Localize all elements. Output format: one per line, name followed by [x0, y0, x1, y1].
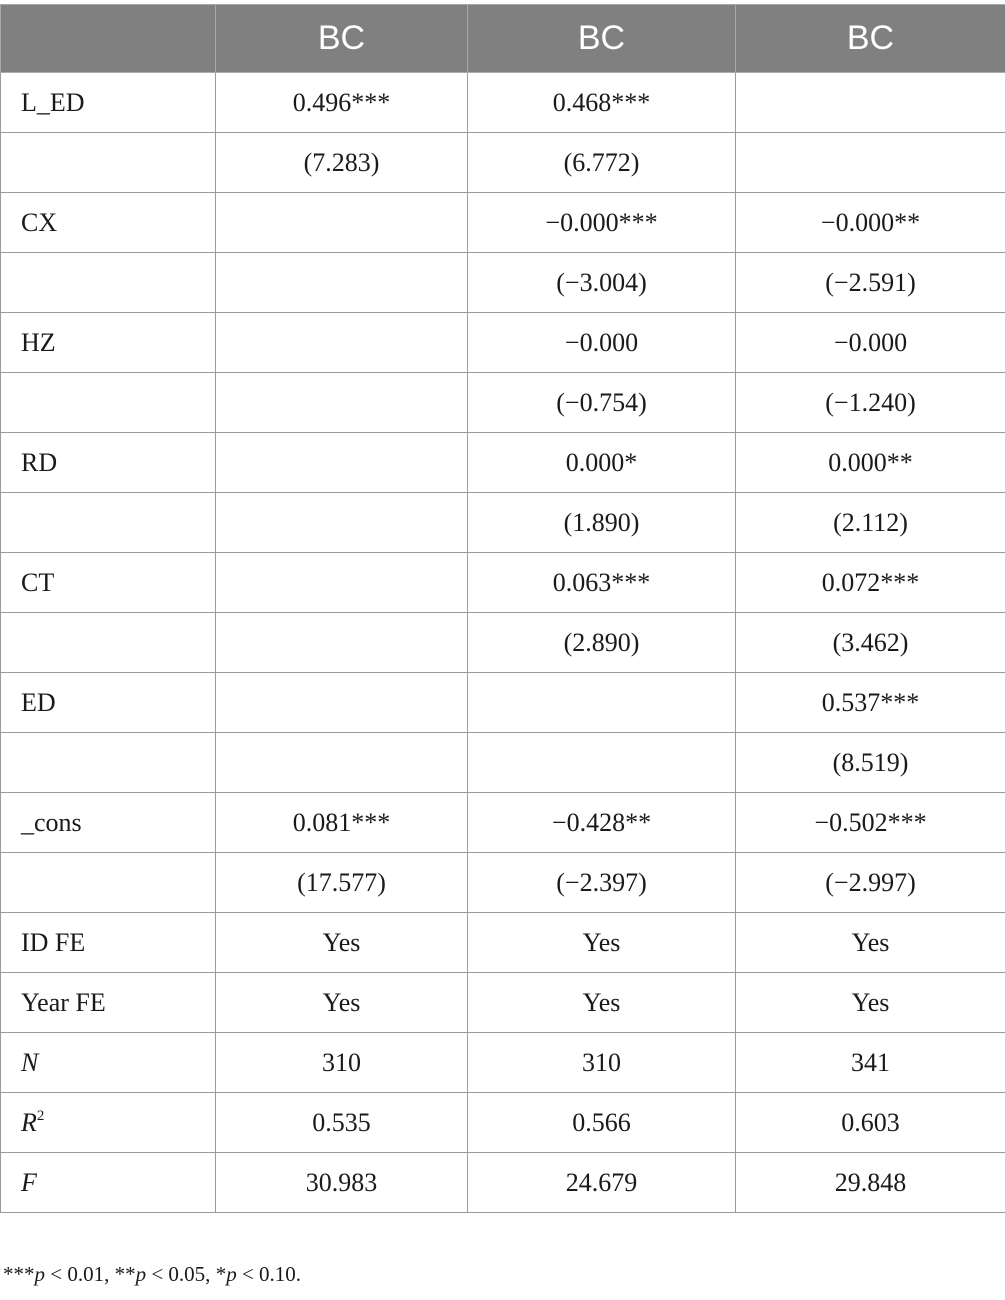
header-cell-model-2: BC	[468, 5, 736, 73]
row-label	[1, 853, 216, 913]
cell-value: Yes	[468, 913, 736, 973]
cell-tstat: (17.577)	[216, 853, 468, 913]
row-label	[1, 733, 216, 793]
cell-coef: −0.000	[468, 313, 736, 373]
cell-coef	[468, 673, 736, 733]
cell-tstat: (6.772)	[468, 133, 736, 193]
footnote-p: p	[34, 1262, 45, 1286]
cell-coef: 0.063***	[468, 553, 736, 613]
cell-value: 310	[216, 1033, 468, 1093]
cell-tstat: (2.890)	[468, 613, 736, 673]
cell-tstat: (−3.004)	[468, 253, 736, 313]
cell-tstat	[736, 133, 1005, 193]
row-label	[1, 1093, 216, 1153]
cell-tstat: (8.519)	[736, 733, 1005, 793]
cell-tstat: (−1.240)	[736, 373, 1005, 433]
footnote-p: p	[226, 1262, 237, 1286]
cell-coef	[216, 553, 468, 613]
cell-coef: −0.502***	[736, 793, 1005, 853]
cell-tstat: (1.890)	[468, 493, 736, 553]
cell-value: 0.566	[468, 1093, 736, 1153]
cell-tstat: (−2.997)	[736, 853, 1005, 913]
header-cell-model-3: BC	[736, 5, 1005, 73]
cell-tstat: (−2.591)	[736, 253, 1005, 313]
cell-tstat: (−0.754)	[468, 373, 736, 433]
cell-coef: 0.081***	[216, 793, 468, 853]
row-label: RD	[1, 433, 216, 493]
table-row-hz	[1, 313, 1005, 373]
cell-coef	[216, 193, 468, 253]
cell-coef	[736, 73, 1005, 133]
table-row-cx	[1, 193, 1005, 253]
table-row-f	[1, 1153, 1005, 1213]
cell-coef: −0.000***	[468, 193, 736, 253]
cell-coef: −0.000	[736, 313, 1005, 373]
footnote-text: < 0.01,	[45, 1262, 115, 1286]
cell-tstat	[216, 373, 468, 433]
table-row-tstat	[1, 373, 1005, 433]
cell-value: 29.848	[736, 1153, 1005, 1213]
cell-tstat	[468, 733, 736, 793]
row-label	[1, 373, 216, 433]
table-row-cons	[1, 793, 1005, 853]
cell-value: Yes	[216, 913, 468, 973]
row-label	[1, 133, 216, 193]
cell-coef: 0.468***	[468, 73, 736, 133]
row-label: L_ED	[1, 73, 216, 133]
footnote-stars-1: *	[215, 1262, 227, 1286]
row-label: ID FE	[1, 913, 216, 973]
regression-table	[0, 4, 1005, 1213]
cell-coef	[216, 673, 468, 733]
table-row-r-squared	[1, 1093, 1005, 1153]
cell-coef	[216, 433, 468, 493]
footnote-text: < 0.10.	[236, 1262, 302, 1286]
header-cell-model-1: BC	[216, 5, 468, 73]
cell-coef: 0.000**	[736, 433, 1005, 493]
cell-coef: 0.072***	[736, 553, 1005, 613]
table-row-tstat	[1, 613, 1005, 673]
cell-tstat: (7.283)	[216, 133, 468, 193]
table-row-tstat	[1, 253, 1005, 313]
row-label: CX	[1, 193, 216, 253]
table-row-n	[1, 1033, 1005, 1093]
cell-value: 0.535	[216, 1093, 468, 1153]
table-row-tstat	[1, 493, 1005, 553]
footnote-text: < 0.05,	[146, 1262, 216, 1286]
cell-value: Yes	[736, 913, 1005, 973]
row-label: F	[1, 1153, 216, 1213]
row-label: ED	[1, 673, 216, 733]
table-row-ct	[1, 553, 1005, 613]
table-row-tstat	[1, 133, 1005, 193]
cell-value: 24.679	[468, 1153, 736, 1213]
cell-tstat	[216, 733, 468, 793]
table-row-l-ed	[1, 73, 1005, 133]
cell-value: Yes	[216, 973, 468, 1033]
r-symbol: R	[21, 1107, 37, 1137]
table-row-tstat	[1, 853, 1005, 913]
cell-coef: 0.000*	[468, 433, 736, 493]
cell-tstat: (3.462)	[736, 613, 1005, 673]
cell-tstat: (−2.397)	[468, 853, 736, 913]
table-row-year-fe	[1, 973, 1005, 1033]
row-label: HZ	[1, 313, 216, 373]
cell-value: 341	[736, 1033, 1005, 1093]
row-label: CT	[1, 553, 216, 613]
footnote-p: p	[135, 1262, 147, 1286]
header-row	[1, 5, 1005, 73]
cell-tstat	[216, 613, 468, 673]
footnote-stars-2: **	[114, 1262, 136, 1286]
cell-value: Yes	[468, 973, 736, 1033]
table-row-rd	[1, 433, 1005, 493]
row-label: _cons	[1, 793, 216, 853]
cell-value: 0.603	[736, 1093, 1005, 1153]
row-label	[1, 493, 216, 553]
cell-coef: −0.000**	[736, 193, 1005, 253]
cell-coef	[216, 313, 468, 373]
cell-value: 30.983	[216, 1153, 468, 1213]
cell-value: 310	[468, 1033, 736, 1093]
cell-tstat	[216, 493, 468, 553]
row-label	[1, 253, 216, 313]
table-row-tstat	[1, 733, 1005, 793]
table-row-id-fe	[1, 913, 1005, 973]
table-row-ed	[1, 673, 1005, 733]
cell-tstat: (2.112)	[736, 493, 1005, 553]
r-superscript: 2	[36, 1107, 45, 1124]
cell-coef: −0.428**	[468, 793, 736, 853]
row-label	[1, 613, 216, 673]
cell-tstat	[216, 253, 468, 313]
row-label: N	[1, 1033, 216, 1093]
significance-footnote	[3, 1262, 301, 1287]
cell-coef: 0.537***	[736, 673, 1005, 733]
cell-value: Yes	[736, 973, 1005, 1033]
header-cell-empty	[1, 5, 216, 73]
row-label: Year FE	[1, 973, 216, 1033]
footnote-stars-3: ***	[3, 1262, 35, 1286]
cell-coef: 0.496***	[216, 73, 468, 133]
